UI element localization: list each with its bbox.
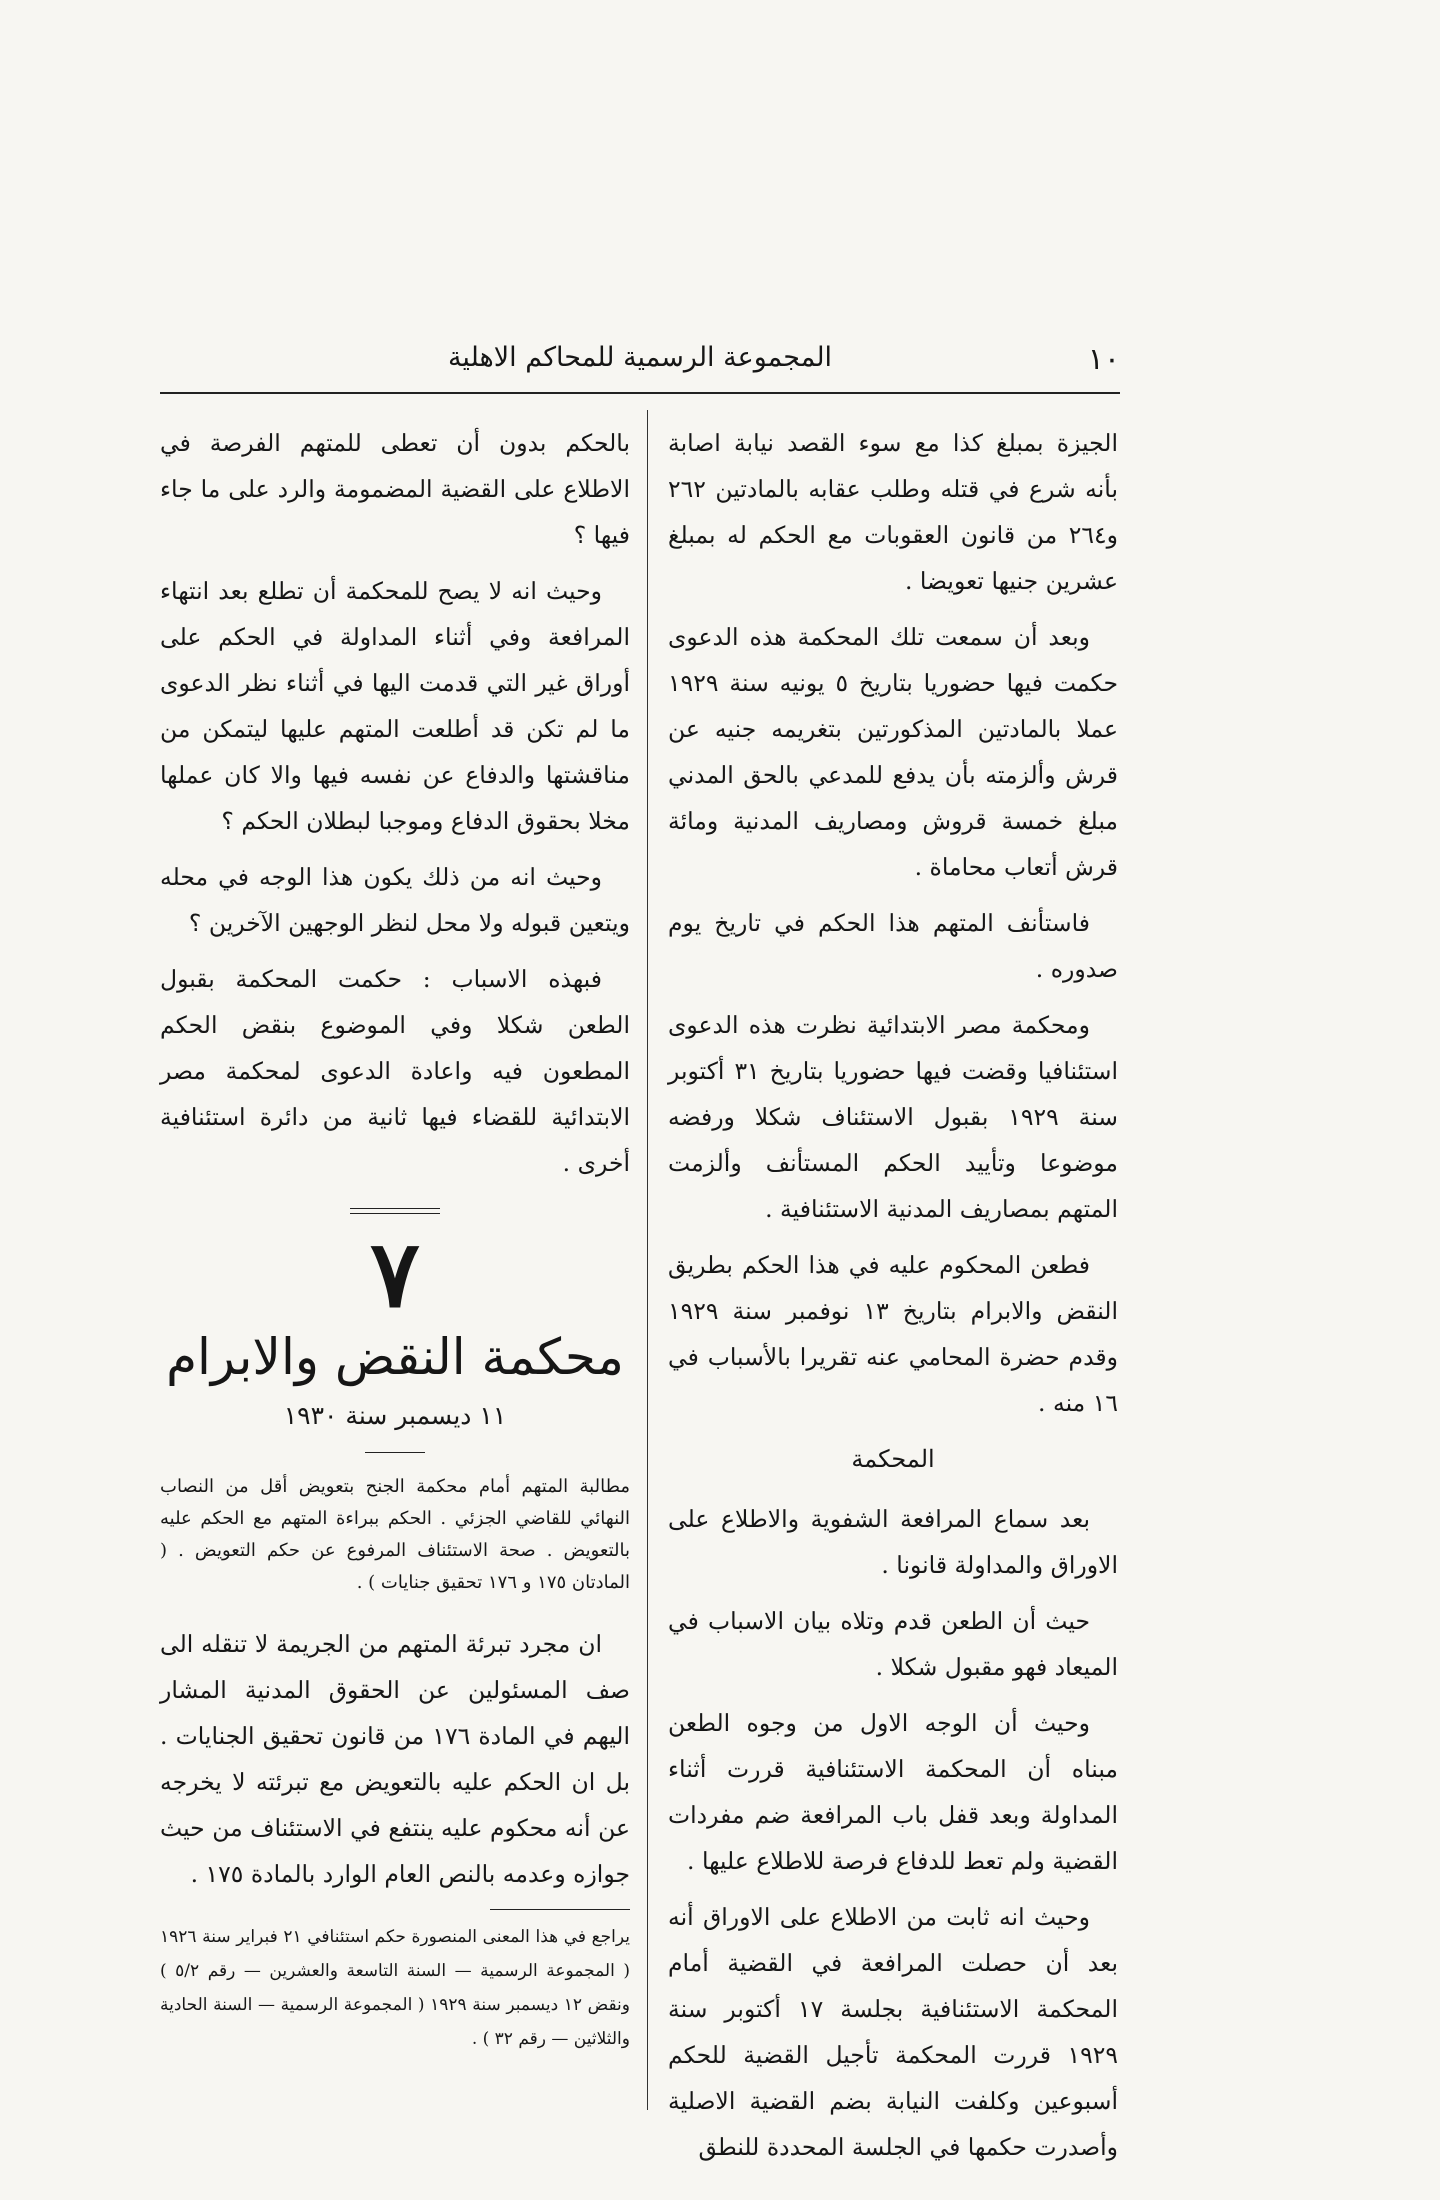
right-paragraph-5: فطعن المحكوم عليه في هذا الحكم بطريق النقض والابرام بتاريخ ١٣ نوفمبر سنة ١٩٢٩ وقدم حضرة المحامي عنه تقريرا بالأسباب في ١٦ منه .	[668, 1251, 1118, 1417]
journal-title: المجموعة الرسمية للمحاكم الاهلية	[447, 342, 833, 373]
page-header	[160, 342, 1120, 386]
case-number: ٧	[370, 1220, 420, 1328]
right-paragraph-8: وحيث أن الوجه الاول من وجوه الطعن مبناه أن المحكمة الاستئنافية قررت أثناء المداولة وبعد قفل باب المرافعة ضم مفردات القضية ولم تعط للدفاع فرصة للاطلاع عليها .	[668, 1709, 1118, 1875]
right-paragraph-4: ومحكمة مصر الابتدائية نظرت هذه الدعوى استئنافيا وقضت فيها حضوريا بتاريخ ٣١ أكتوبر سنة ١٩٢٩ بقبول الاستئناف شكلا ورفضه موضوعا وتأييد الحكم المستأنف وألزمت المتهم بمصاريف المدنية الاستئنافية .	[668, 1011, 1118, 1223]
page-number: ١٠	[1087, 342, 1120, 377]
case-summary: مطالبة المتهم أمام محكمة الجنح بتعويض أقل من النصاب النهائي للقاضي الجزئي . الحكم ببراءة المتهم مع الحكم عليه بالتعويض . صحة الاستئناف المرفوع عن حكم التعويض . ( المادتان ١٧٥ و ١٧٦ تحقيق جنايات ) .	[160, 1476, 630, 1593]
right-column	[668, 420, 1118, 2180]
left-column	[160, 420, 630, 2056]
section-heading: المحكمة	[851, 1445, 935, 1473]
right-paragraph-3: فاستأنف المتهم هذا الحكم في تاريخ يوم صدوره .	[668, 909, 1118, 983]
left-paragraph-5: ان مجرد تبرئة المتهم من الجريمة لا تنقله الى صف المسئولين عن الحقوق المدنية المشار اليهم في المادة ١٧٦ من قانون تحقيق الجنايات . بل ان الحكم عليه بالتعويض مع تبرئته لا يخرجه عن أنه محكوم عليه ينتفع في الاستئناف من حيث جوازه وعدمه بالنص العام الوارد بالمادة ١٧٥ .	[160, 1630, 630, 1888]
right-paragraph-9: وحيث انه ثابت من الاطلاع على الاوراق أنه بعد أن حصلت المرافعة في القضية أمام المحكمة الاستئنافية بجلسة ١٧ أكتوبر سنة ١٩٢٩ قررت المحكمة تأجيل القضية للحكم أسبوعين وكلفت النيابة بضم القضية الاصلية وأصدرت حكمها في الجلسة المحددة للنطق	[668, 1903, 1118, 2161]
right-paragraph-1: الجيزة بمبلغ كذا مع سوء القصد نيابة اصابة بأنه شرع في قتله وطلب عقابه بالمادتين ٢٦٢ و٢٦٤ من قانون العقوبات مع الحكم له بمبلغ عشرين جنيها تعويضا .	[668, 429, 1118, 595]
footnote-rule	[490, 1909, 630, 1910]
footnote: يراجع في هذا المعنى المنصورة حكم استئنافي ٢١ فبراير سنة ١٩٢٦ ( المجموعة الرسمية — السنة التاسعة والعشرين — رقم ٥/٢ ) ونقض ١٢ ديسمبر سنة ١٩٢٩ ( المجموعة الرسمية — السنة الحادية والثلاثين — رقم ٣٢ ) .	[160, 1927, 630, 2049]
column-divider	[647, 410, 648, 2110]
left-paragraph-1: بالحكم بدون أن تعطى للمتهم الفرصة في الاطلاع على القضية المضمومة والرد على ما جاء فيها ؟	[160, 429, 630, 549]
left-paragraph-4: فبهذه الاسباب : حكمت المحكمة بقبول الطعن شكلا وفي الموضوع بنقض الحكم المطعون فيه واعادة الدعوى لمحكمة مصر الابتدائية للقضاء فيها ثانية من دائرة استئنافية أخرى .	[160, 965, 630, 1177]
case-separator-rule	[350, 1208, 440, 1214]
right-paragraph-6: بعد سماع المرافعة الشفوية والاطلاع على الاوراق والمداولة قانونا .	[668, 1505, 1118, 1579]
court-name: محكمة النقض والابرام	[166, 1328, 624, 1386]
header-rule	[160, 392, 1120, 394]
right-paragraph-7: حيث أن الطعن قدم وتلاه بيان الاسباب في الميعاد فهو مقبول شكلا .	[668, 1607, 1118, 1681]
left-paragraph-3: وحيث انه من ذلك يكون هذا الوجه في محله ويتعين قبوله ولا محل لنظر الوجهين الآخرين ؟	[160, 863, 630, 937]
heading-rule	[365, 1452, 425, 1453]
right-paragraph-2: وبعد أن سمعت تلك المحكمة هذه الدعوى حكمت فيها حضوريا بتاريخ ٥ يونيه سنة ١٩٢٩ عملا بالمادتين المذكورتين بتغريمه جنيه عن قرش وألزمته بأن يدفع للمدعي بالحق المدني مبلغ خمسة قروش ومصاريف المدنية ومائة قرش أتعاب محاماة .	[668, 623, 1119, 881]
case-date: ١١ ديسمبر سنة ١٩٣٠	[283, 1401, 507, 1430]
left-paragraph-2: وحيث انه لا يصح للمحكمة أن تطلع بعد انتهاء المرافعة وفي أثناء المداولة في الحكم على أوراق غير التي قدمت اليها في أثناء نظر الدعوى ما لم تكن قد أطلعت المتهم عليها ليتمكن من مناقشتها والدفاع عن نفسه فيها والا كان عملها مخلا بحقوق الدفاع وموجبا لبطلان الحكم ؟	[160, 577, 630, 835]
